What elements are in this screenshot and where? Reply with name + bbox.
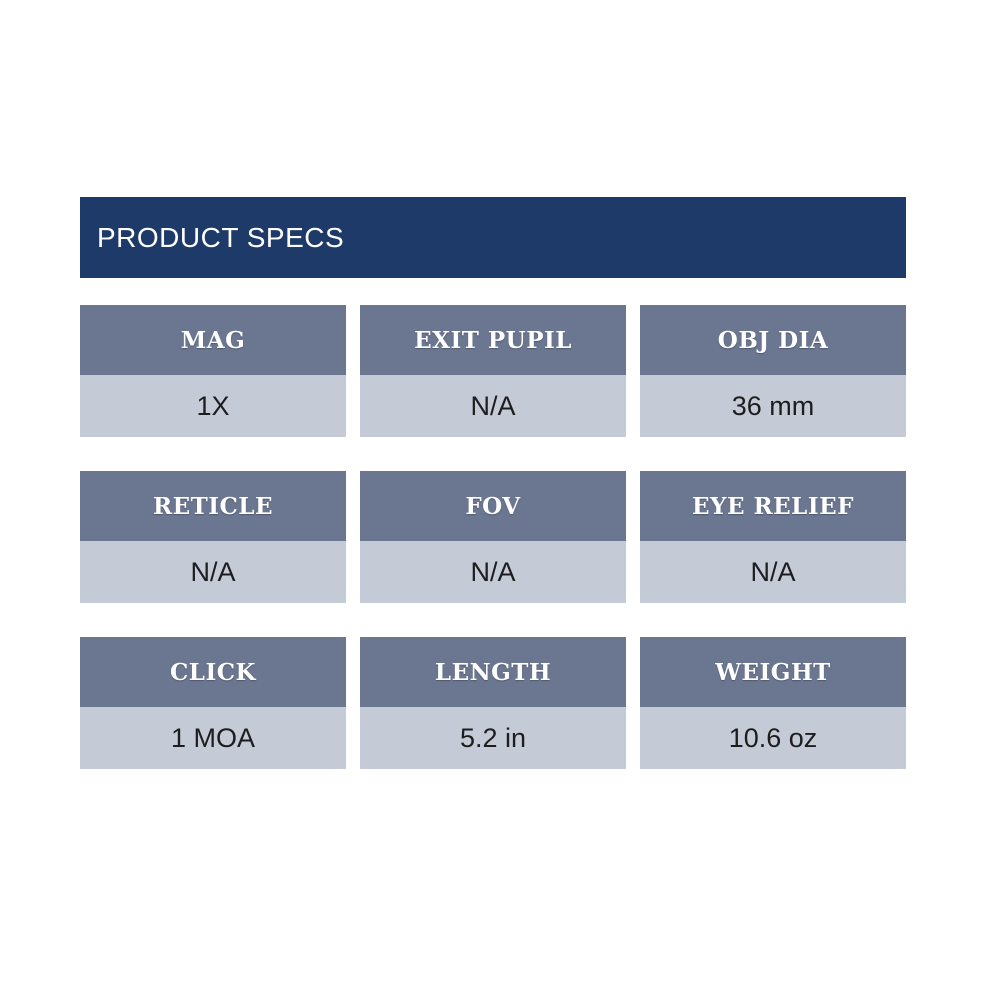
spec-card	[640, 637, 906, 769]
spec-label-text: WEIGHT	[715, 658, 831, 686]
spec-card	[80, 471, 346, 603]
spec-value-text: 10.6 oz	[728, 722, 818, 753]
spec-label	[640, 471, 906, 541]
spec-label	[80, 471, 346, 541]
spec-card	[640, 471, 906, 603]
spec-label-text: RETICLE	[152, 492, 274, 520]
spec-label	[80, 305, 346, 375]
spec-card	[640, 305, 906, 437]
spec-card	[360, 471, 626, 603]
spec-label-text: EXIT PUPIL	[414, 326, 572, 354]
spec-card	[360, 637, 626, 769]
spec-value-text: N/A	[750, 556, 796, 587]
spec-label-text: EYE RELIEF	[692, 492, 854, 520]
spec-label	[640, 305, 906, 375]
spec-label-text: LENGTH	[434, 658, 552, 686]
spec-value	[640, 541, 906, 603]
spec-value-text: N/A	[190, 556, 236, 587]
spec-label	[360, 637, 626, 707]
spec-value-text: N/A	[470, 556, 516, 587]
spec-label-text: CLICK	[169, 658, 257, 686]
spec-value	[640, 707, 906, 769]
section-title-bar	[80, 197, 906, 278]
spec-value	[80, 707, 346, 769]
spec-value	[80, 541, 346, 603]
spec-value	[360, 541, 626, 603]
spec-label-text: FOV	[465, 492, 521, 520]
spec-label-text: OBJ DIA	[717, 326, 829, 354]
spec-value	[360, 707, 626, 769]
spec-label	[360, 471, 626, 541]
product-specs-section	[80, 197, 906, 769]
spec-card	[80, 637, 346, 769]
spec-value	[640, 375, 906, 437]
section-title: PRODUCT SPECS	[97, 221, 345, 253]
spec-value-text: 36 mm	[731, 390, 815, 421]
spec-value-text: 5.2 in	[459, 722, 527, 753]
spec-value	[80, 375, 346, 437]
spec-label	[640, 637, 906, 707]
spec-card	[360, 305, 626, 437]
specs-grid	[80, 305, 906, 769]
spec-value	[360, 375, 626, 437]
spec-value-text: N/A	[470, 390, 516, 421]
spec-card	[80, 305, 346, 437]
spec-label	[360, 305, 626, 375]
spec-label	[80, 637, 346, 707]
spec-label-text: MAG	[180, 326, 246, 354]
spec-value-text: 1X	[196, 390, 230, 421]
spec-value-text: 1 MOA	[170, 722, 256, 753]
